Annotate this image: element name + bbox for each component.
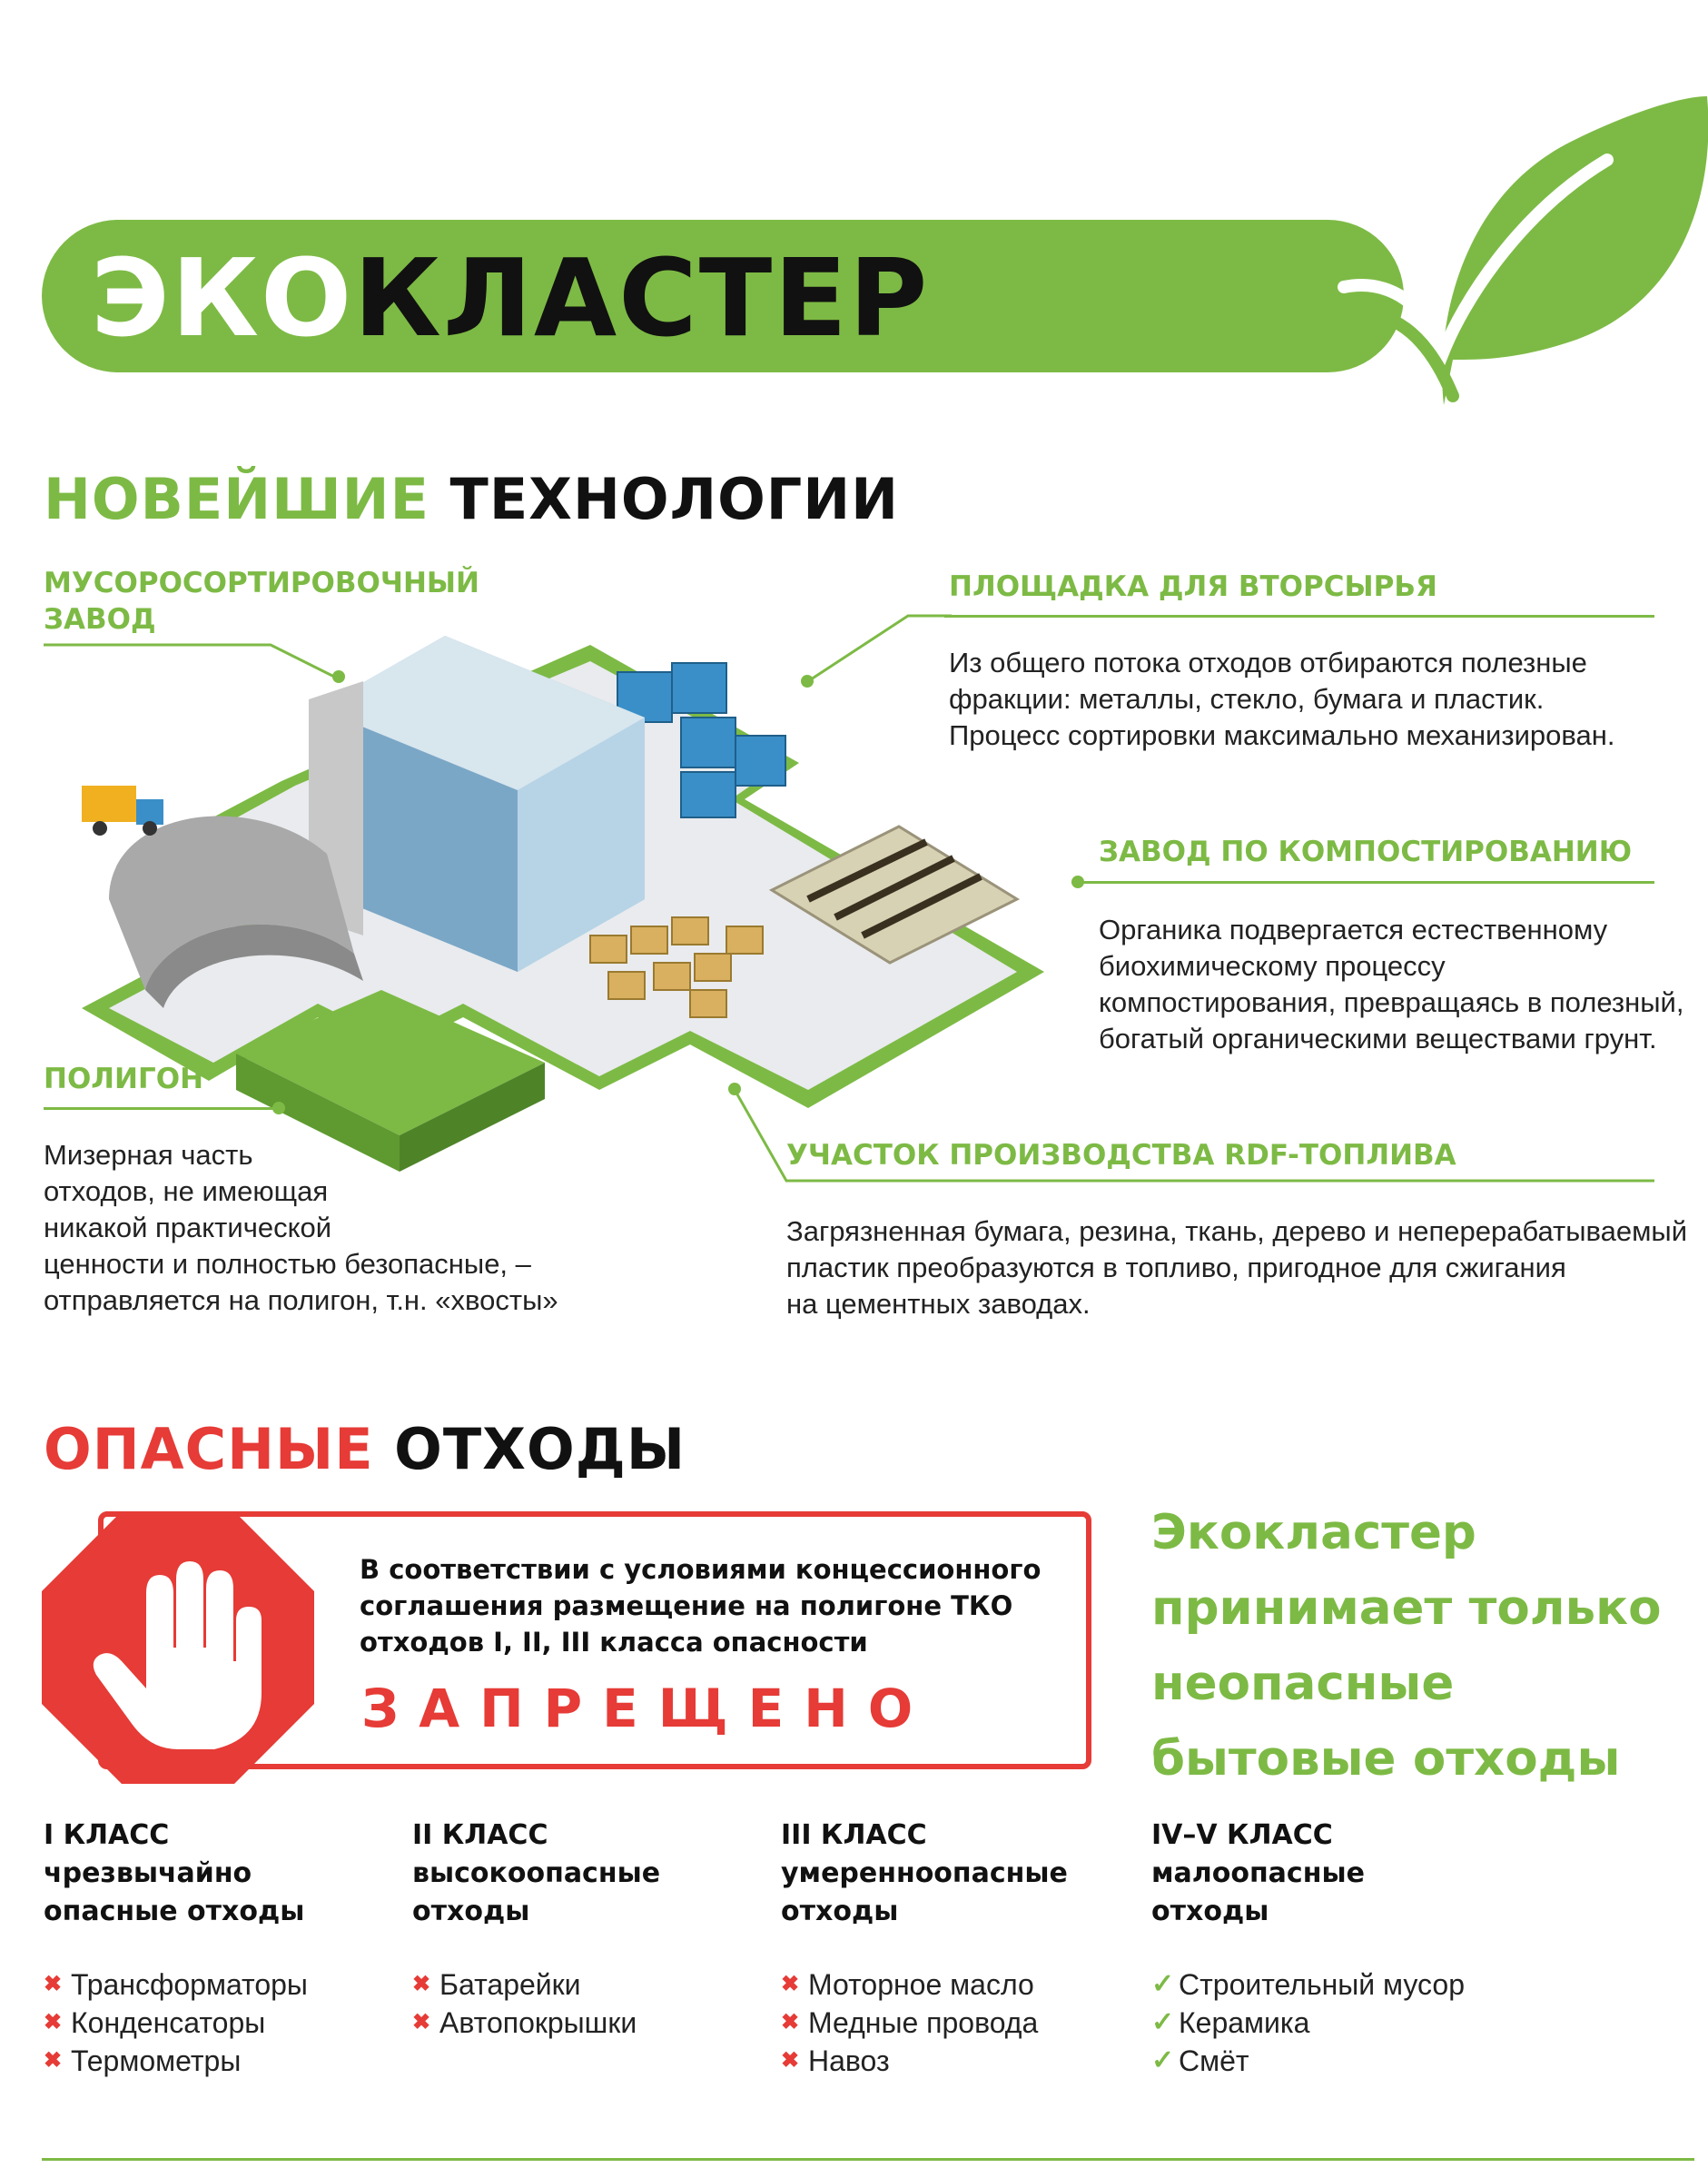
class-name: IV–V КЛАСС (1151, 1819, 1333, 1851)
cross-icon: ✖ (44, 2010, 63, 2034)
list-item (781, 2004, 1126, 2042)
warning-line: В соответствии с условиями концессионного (360, 1554, 1042, 1585)
warning-text (360, 1551, 1050, 1660)
warning-line: отходов I, II, III класса опасности (360, 1627, 868, 1658)
forbidden-text: ЗАПРЕЩЕНО (361, 1678, 933, 1739)
cross-icon: ✖ (781, 2010, 800, 2034)
compost-description (1099, 912, 1683, 1057)
landfill-desc-line: никакой практической (44, 1212, 332, 1243)
hazard-title-part2: ОТХОДЫ (394, 1416, 686, 1482)
cross-icon: ✖ (412, 2010, 431, 2034)
item-label: Батарейки (439, 1968, 581, 2001)
class-name: I КЛАСС (44, 1819, 170, 1851)
item-label: Моторное масло (808, 1968, 1034, 2001)
sorting-plant-label-line1: МУСОРОСОРТИРОВОЧНЫЙ (44, 567, 479, 599)
bottom-divider (42, 2158, 1694, 2161)
secondary-leader-line (799, 609, 953, 690)
class-items (781, 1965, 1126, 2080)
cross-icon: ✖ (44, 1972, 63, 1996)
list-item (44, 2004, 389, 2042)
list-item (781, 2042, 1126, 2080)
cross-icon: ✖ (412, 1972, 431, 1996)
class-desc: высокоопасные (412, 1857, 661, 1889)
title-part-eco: ЭКО (91, 235, 354, 361)
sorting-plant-label-line2: ЗАВОД (44, 603, 156, 636)
class-items (412, 1965, 757, 2042)
cross-icon: ✖ (44, 2048, 63, 2073)
cross-icon: ✖ (781, 2048, 800, 2073)
compost-rule (1071, 881, 1654, 884)
class-desc: отходы (412, 1896, 530, 1927)
class-name: III КЛАСС (781, 1819, 927, 1851)
list-item (44, 1965, 389, 2004)
list-item (1151, 2004, 1496, 2042)
landfill-desc-line: отправляется на полигон, т.н. «хвосты» (44, 1284, 558, 1316)
tech-title-part2: ТЕХНОЛОГИИ (449, 466, 900, 532)
class-desc: отходы (1151, 1896, 1269, 1927)
rdf-desc-line: пластик преобразуются в топливо, пригодное для сжигания (786, 1252, 1566, 1283)
hazard-title-part1: ОПАСНЫЕ (44, 1416, 374, 1482)
accept-line: Экокластер (1151, 1505, 1476, 1560)
secondary-description (949, 645, 1614, 754)
landfill-description (44, 1137, 558, 1319)
landfill-desc-line: Мизерная часть (44, 1139, 253, 1171)
accept-line: неопасные (1151, 1656, 1455, 1711)
accept-line: бытовые отходы (1151, 1731, 1621, 1787)
landfill-pointer-dot (272, 1102, 285, 1114)
compost-desc-line: богатый органическими веществами грунт. (1099, 1023, 1657, 1054)
class-items (1151, 1965, 1496, 2080)
item-label: Навоз (808, 2044, 890, 2077)
compost-label: ЗАВОД ПО КОМПОСТИРОВАНИЮ (1099, 836, 1633, 868)
rdf-label: УЧАСТОК ПРОИЗВОДСТВА RDF-ТОПЛИВА (786, 1139, 1456, 1172)
compost-desc-line: Органика подвергается естественному (1099, 914, 1608, 945)
item-label: Строительный мусор (1179, 1968, 1465, 2001)
class-name: II КЛАСС (412, 1819, 548, 1851)
page-title (91, 234, 929, 361)
warning-line: соглашения размещение на полигоне ТКО (360, 1590, 1013, 1621)
leaf-icon (1335, 87, 1708, 414)
rdf-desc-line: на цементных заводах. (786, 1288, 1091, 1320)
item-label: Медные провода (808, 2006, 1039, 2039)
compost-pointer-dot (1071, 876, 1084, 888)
secondary-desc-line: Из общего потока отходов отбираются полезные (949, 647, 1587, 678)
class-column-2 (412, 1817, 757, 2042)
list-item (44, 2042, 389, 2080)
hazard-section-title (44, 1417, 686, 1482)
tech-title-part1: НОВЕЙШИЕ (44, 466, 429, 532)
item-label: Термометры (71, 2044, 242, 2077)
class-items (44, 1965, 389, 2080)
rdf-desc-line: Загрязненная бумага, резина, ткань, дерево и неперерабатываемый (786, 1215, 1688, 1247)
class-desc: опасные отходы (44, 1896, 305, 1927)
secondary-desc-line: фракции: металлы, стекло, бумага и пластик. (949, 683, 1545, 715)
secondary-desc-line: Процесс сортировки максимально механизирован. (949, 719, 1615, 751)
item-label: Керамика (1179, 2006, 1310, 2039)
accept-line: принимает только (1151, 1580, 1662, 1636)
rdf-description (786, 1213, 1687, 1322)
check-icon: ✓ (1151, 2007, 1175, 2037)
sorting-plant-leader-line (44, 636, 352, 690)
secondary-label: ПЛОЩАДКА ДЛЯ ВТОРСЫРЬЯ (949, 570, 1437, 603)
compost-desc-line: биохимическому процессу (1099, 950, 1446, 982)
class-column-1 (44, 1817, 389, 2080)
title-part-cluster: КЛАСТЕР (353, 235, 930, 361)
class-desc: малоопасные (1151, 1857, 1365, 1889)
compost-desc-line: компостирования, превращаясь в полезный, (1099, 986, 1684, 1018)
sorting-plant-label (44, 565, 479, 638)
accept-statement (1151, 1495, 1696, 1797)
cross-icon: ✖ (781, 1972, 800, 1996)
class-column-3 (781, 1817, 1126, 2080)
item-label: Конденсаторы (71, 2006, 266, 2039)
class-column-4 (1151, 1817, 1496, 2080)
item-label: Автопокрышки (439, 2006, 637, 2039)
class-desc: отходы (781, 1896, 899, 1927)
landfill-desc-line: ценности и полностью безопасные, – (44, 1248, 531, 1280)
list-item (412, 1965, 757, 2004)
list-item (1151, 1965, 1496, 2004)
class-desc: чрезвычайно (44, 1857, 252, 1889)
sorting-plant-pointer-dot (332, 670, 345, 683)
secondary-rule (944, 615, 1654, 618)
landfill-rule (44, 1107, 281, 1110)
list-item (412, 2004, 757, 2042)
item-label: Смёт (1179, 2044, 1249, 2077)
landfill-desc-line: отходов, не имеющая (44, 1175, 329, 1207)
landfill-label: ПОЛИГОН (44, 1063, 204, 1095)
check-icon: ✓ (1151, 1969, 1175, 1999)
stop-hand-icon (42, 1511, 314, 1784)
list-item (1151, 2042, 1496, 2080)
list-item (781, 1965, 1126, 2004)
tech-section-title (44, 467, 899, 532)
secondary-pointer-dot (801, 675, 814, 688)
item-label: Трансформаторы (71, 1968, 308, 2001)
check-icon: ✓ (1151, 2045, 1175, 2075)
class-desc: умеренноопасные (781, 1857, 1068, 1889)
